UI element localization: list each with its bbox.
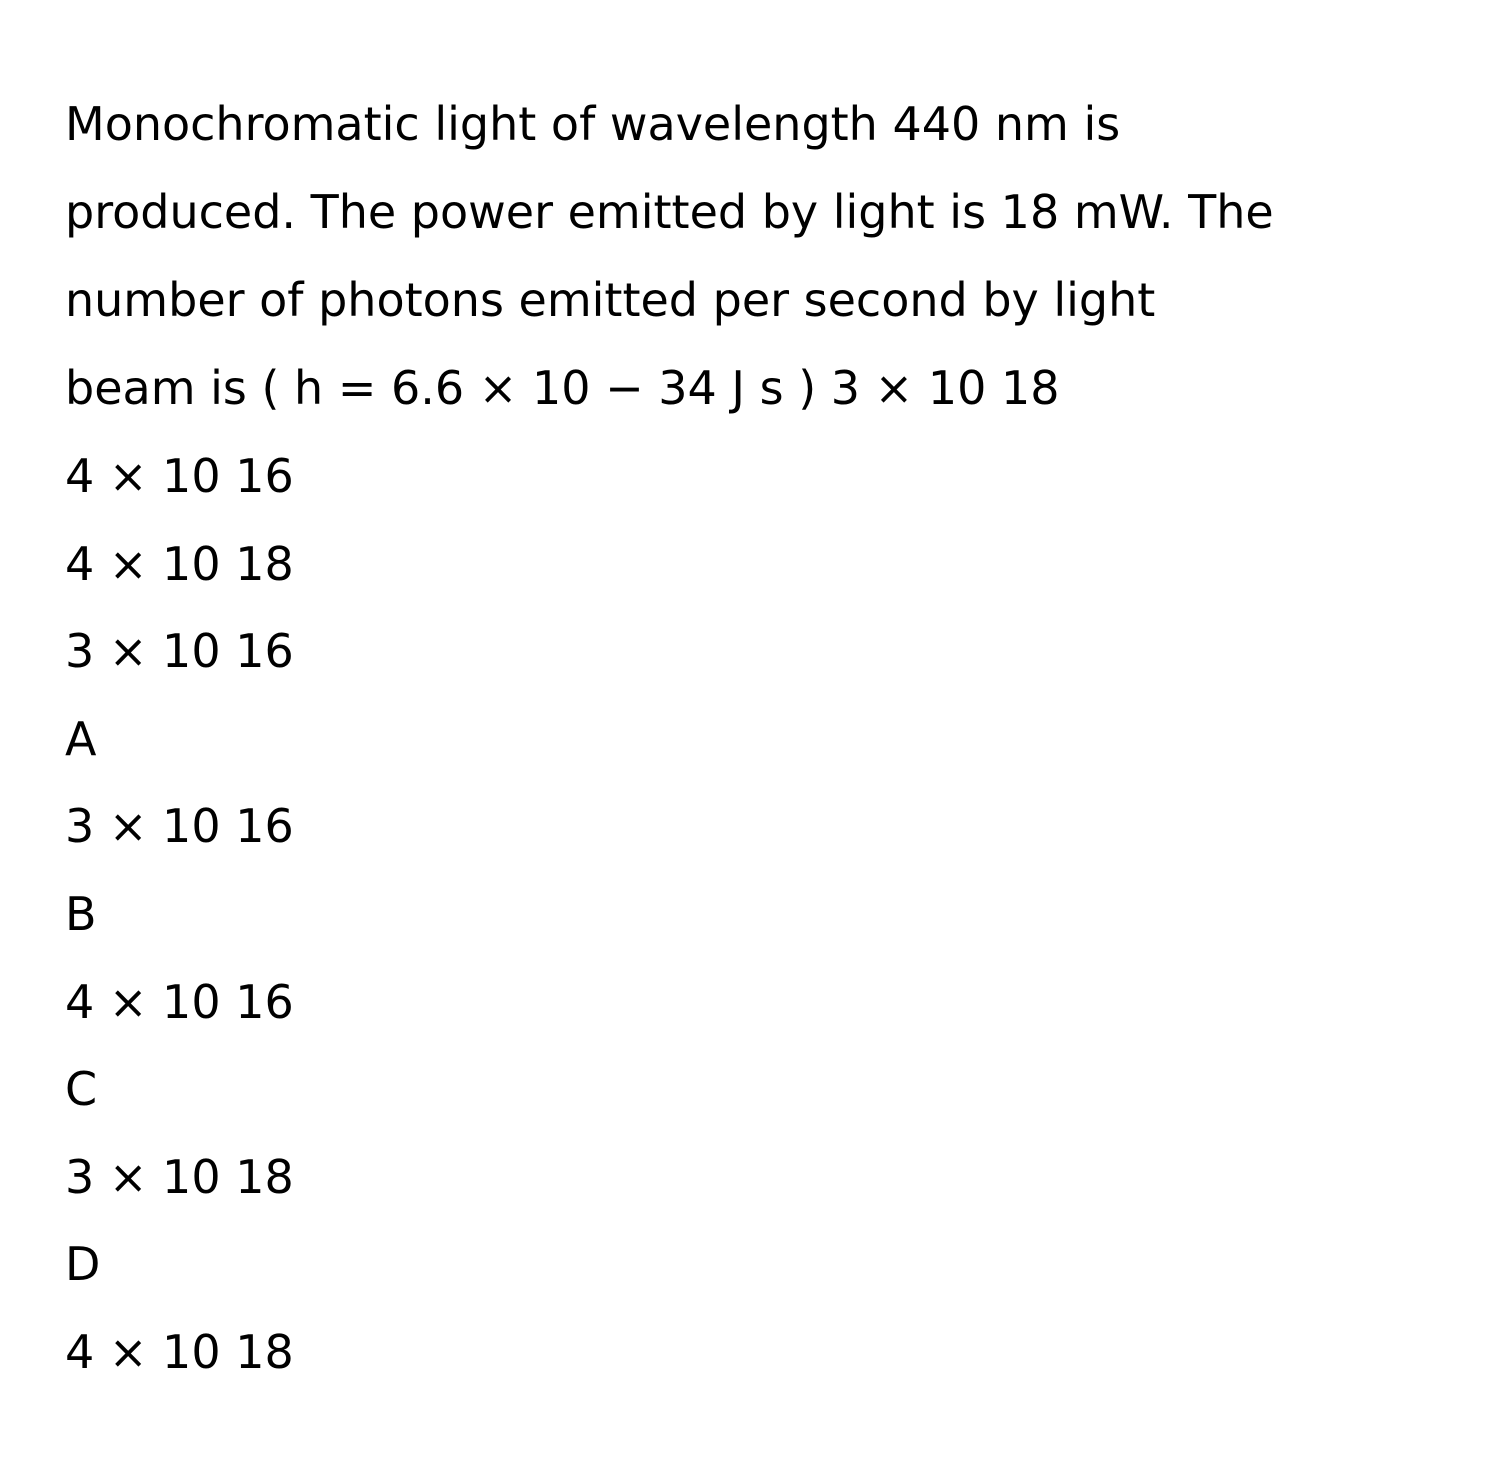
option-letter-d: D xyxy=(65,1237,101,1292)
option-text: 4 × 10 16 xyxy=(65,449,294,503)
option-text: 3 × 10 16 xyxy=(65,799,294,854)
option-text: 4 × 10 16 xyxy=(65,974,294,1029)
option-letter-a: A xyxy=(65,711,97,766)
question-line: number of photons emitted per second by light xyxy=(65,273,1156,327)
option-text: 4 × 10 18 xyxy=(65,1324,294,1379)
question-line: Monochromatic light of wavelength 440 nm is xyxy=(65,97,1121,151)
option-text: 3 × 10 16 xyxy=(65,624,294,679)
answer-options-list xyxy=(65,433,294,1397)
question-line: beam is ( h = 6.6 × 10 − 34 J s ) 3 × 10 18 xyxy=(65,361,1060,415)
question-line: produced. The power emitted by light is 18 mW. The xyxy=(65,185,1274,239)
question-text xyxy=(65,80,1435,432)
option-letter-b: B xyxy=(65,886,97,941)
option-letter-c: C xyxy=(65,1062,98,1117)
option-text: 4 × 10 18 xyxy=(65,536,294,591)
option-text: 3 × 10 18 xyxy=(65,1149,294,1204)
